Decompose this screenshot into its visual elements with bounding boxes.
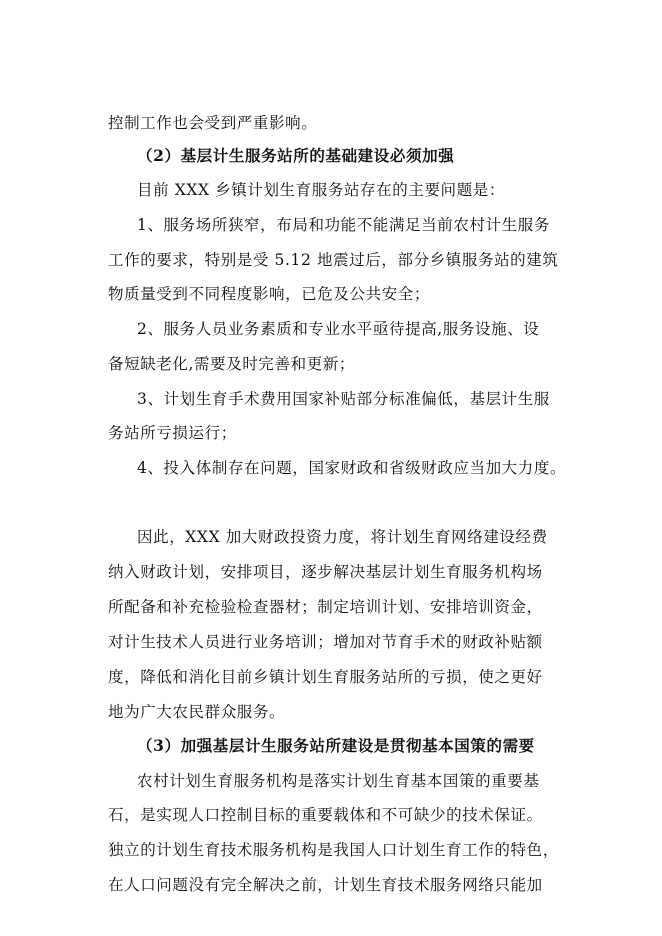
paragraph-line: 在人口问题没有完全解决之前，计划生育技术服务网络只能加 — [108, 876, 543, 894]
list-item-2: 2、服务人员业务素质和专业水平亟待提高,服务设施、设 — [137, 320, 540, 338]
paragraph-line: 农村计划生育服务机构是落实计划生育基本国策的重要基 — [137, 772, 540, 790]
paragraph-line: 因此，XXX 加大财政投资力度，将计划生育网络建设经费 — [137, 528, 548, 546]
paragraph-line: 独立的计划生育技术服务机构是我国人口计划生育工作的特色， — [108, 841, 559, 859]
paragraph-line: 物质量受到不同程度影响，已危及公共安全； — [108, 285, 431, 303]
paragraph-line: 对计生技术人员进行业务培训；增加对节育手术的财政补贴额 — [108, 633, 543, 651]
section-heading-2: （2）基层计生服务站所的基础建设必须加强 — [137, 146, 455, 165]
paragraph-line: 度，降低和消化目前乡镇计划生育服务站所的亏损，使之更好 — [108, 668, 543, 686]
list-item-4: 4、投入体制存在问题，国家财政和省级财政应当加大力度。 — [137, 459, 567, 477]
paragraph-line: 备短缺老化,需要及时完善和更新； — [108, 355, 356, 373]
paragraph-line: 纳入财政计划，安排项目，逐步解决基层计划生育服务机构场 — [108, 563, 543, 581]
paragraph-line: 目前 XXX 乡镇计划生育服务站存在的主要问题是： — [137, 181, 505, 199]
paragraph-line: 控制工作也会受到严重影响。 — [108, 114, 318, 132]
section-heading-3: （3）加强基层计生服务站所建设是贯彻基本国策的需要 — [137, 736, 535, 755]
paragraph-line: 工作的要求，特别是受 5.12 地震过后，部分乡镇服务站的建筑 — [108, 251, 559, 269]
paragraph-line: 地为广大农民群众服务。 — [108, 703, 286, 721]
paragraph-line: 务站所亏损运行； — [108, 424, 237, 442]
list-item-3: 3、计划生育手术费用国家补贴部分标准偏低，基层计生服 — [137, 390, 550, 408]
paragraph-line: 所配备和补充检验检查器材；制定培训计划、安排培训资金， — [108, 598, 543, 616]
list-item-1: 1、服务场所狭窄，布局和功能不能满足当前农村计生服务 — [137, 216, 550, 234]
paragraph-line: 石，是实现人口控制目标的重要载体和不可缺少的技术保证。 — [108, 806, 543, 824]
